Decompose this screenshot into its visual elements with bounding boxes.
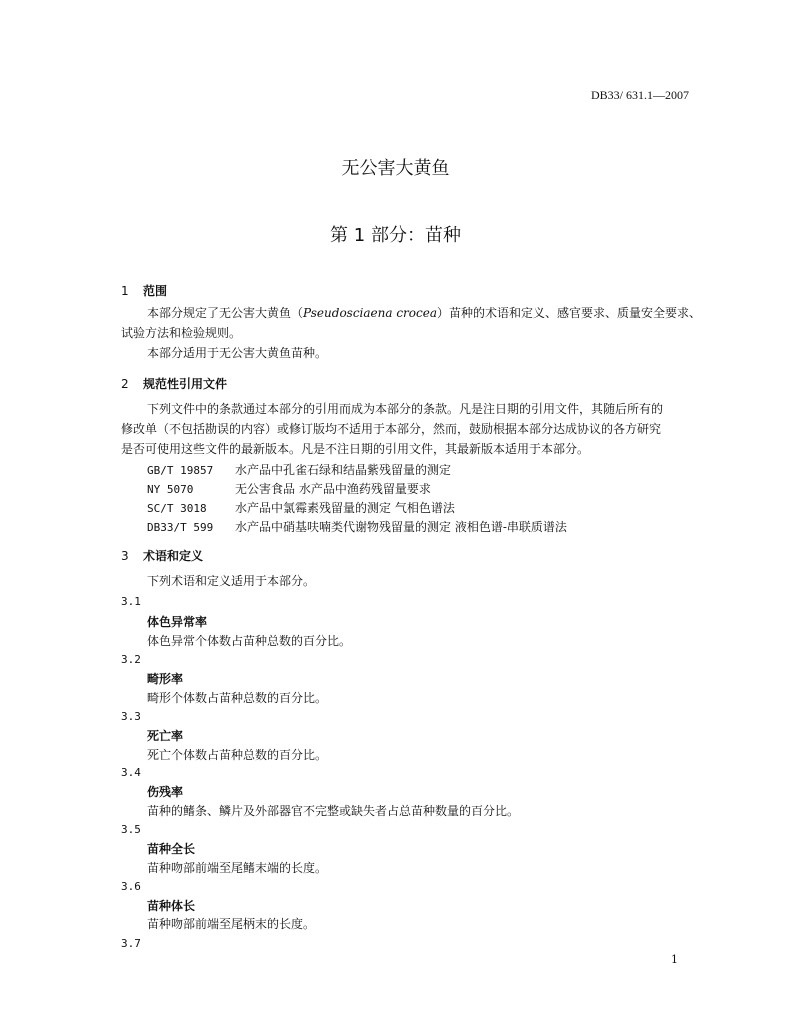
term-title: 体色异常率 — [147, 615, 208, 629]
term-number: 3.3 — [121, 710, 141, 723]
document-title: 无公害大黄鱼 — [341, 158, 450, 179]
term-definition: 苗种吻部前端至尾柄末的长度。 — [147, 917, 316, 931]
reference-item — [147, 518, 567, 535]
term-title: 苗种体长 — [147, 899, 196, 913]
reference-title: 水产品中孔雀石绿和结晶紫残留量的测定 — [235, 463, 452, 477]
reference-code: SC/T 3018 — [147, 502, 207, 515]
scope-text: 本部分规定了无公害大黄鱼（ — [147, 306, 304, 320]
term-number: 3.4 — [121, 766, 141, 779]
section-title: 范围 — [143, 284, 168, 298]
term-title: 伤残率 — [147, 785, 184, 799]
normative-line1: 下列文件中的条款通过本部分的引用而成为本部分的条款。凡是注日期的引用文件，其随后所有的 — [147, 402, 664, 416]
section-heading-normative — [121, 375, 227, 392]
reference-item — [147, 461, 451, 478]
term-title: 畸形率 — [147, 672, 184, 686]
scope-paragraph-line2: 试验方法和检验规则。 — [121, 326, 242, 340]
section-heading-scope — [121, 282, 167, 299]
reference-code: NY 5070 — [147, 483, 194, 496]
section-heading-terms — [121, 547, 203, 564]
term-definition: 死亡个体数占苗种总数的百分比。 — [147, 748, 328, 762]
section-number: 3 — [121, 549, 129, 563]
latin-name: Pseudosciaena crocea — [303, 306, 437, 320]
term-number: 3.1 — [121, 595, 141, 608]
term-definition: 苗种吻部前端至尾鳍末端的长度。 — [147, 861, 328, 875]
term-definition: 畸形个体数占苗种总数的百分比。 — [147, 691, 328, 705]
reference-title: 水产品中氯霉素残留量的测定 气相色谱法 — [235, 501, 455, 515]
scope-paragraph-2: 本部分适用于无公害大黄鱼苗种。 — [147, 346, 328, 360]
normative-line3: 是否可使用这些文件的最新版本。凡是不注日期的引用文件，其最新版本适用于本部分。 — [121, 442, 590, 456]
term-title: 苗种全长 — [147, 842, 196, 856]
terms-intro: 下列术语和定义适用于本部分。 — [147, 574, 316, 588]
scope-text: ）苗种的术语和定义、感官要求、质量安全要求、 — [437, 306, 702, 320]
document-code: DB33/ 631.1—2007 — [590, 88, 689, 102]
term-definition: 体色异常个体数占苗种总数的百分比。 — [147, 634, 352, 648]
reference-item — [147, 499, 455, 516]
reference-title: 无公害食品 水产品中渔药残留量要求 — [235, 482, 431, 496]
term-number: 3.6 — [121, 880, 141, 893]
reference-code: DB33/T 599 — [147, 521, 214, 534]
term-number: 3.5 — [121, 823, 141, 836]
term-title: 死亡率 — [147, 729, 184, 743]
term-definition: 苗种的鳍条、鳞片及外部器官不完整或缺失者占总苗种数量的百分比。 — [147, 804, 520, 818]
reference-code: GB/T 19857 — [147, 464, 214, 477]
term-number: 3.2 — [121, 653, 141, 666]
section-number: 1 — [121, 284, 129, 298]
section-number: 2 — [121, 377, 129, 391]
reference-item — [147, 480, 431, 497]
section-title: 规范性引用文件 — [143, 377, 228, 391]
scope-paragraph-line1 — [147, 304, 701, 323]
page-number: 1 — [671, 953, 678, 966]
reference-title: 水产品中硝基呋喃类代谢物残留量的测定 液相色谱-串联质谱法 — [235, 520, 567, 534]
section-title: 术语和定义 — [143, 549, 204, 563]
part-title: 第 1 部分：苗种 — [330, 225, 461, 246]
term-number: 3.7 — [121, 937, 141, 950]
normative-line2: 修改单（不包括勘误的内容）或修订版均不适用于本部分，然而，鼓励根据本部分达成协议的各方研究 — [121, 422, 662, 436]
